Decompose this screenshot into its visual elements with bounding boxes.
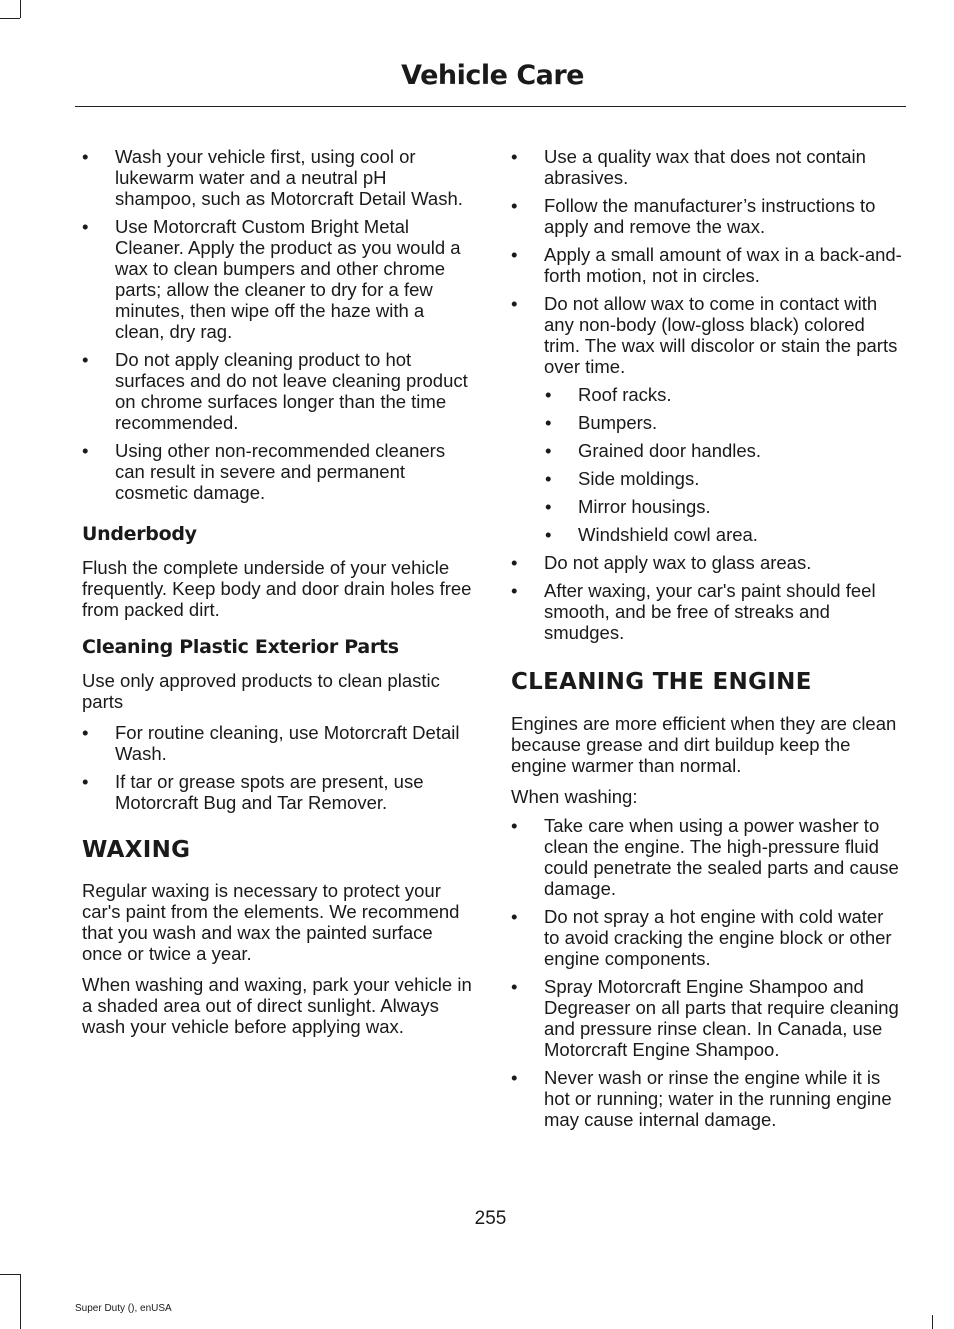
plastic-parts-bullet-list xyxy=(82,722,472,813)
footer-text: Super Duty (), enUSA xyxy=(75,1303,172,1314)
engine-heading: CLEANING THE ENGINE xyxy=(511,669,812,695)
list-item: • Use a quality wax that does not contain abrasives. xyxy=(511,146,866,188)
engine-intro: Engines are more efficient when they are clean because grease and dirt buildup keep the engine warmer than normal. xyxy=(511,713,897,776)
list-item: • Do not allow wax to come in contact with any non-body (low-gloss black) colored trim. The wax will discolor or stain the parts over time. • Roof racks. • Bumpers. • Grained door handles. • Side moldings. • Mirror housings. • Windshield cowl area. xyxy=(511,293,903,545)
bullet: • xyxy=(82,146,89,167)
bullet: • xyxy=(511,195,518,216)
crop-mark-bottom-left-horizontal xyxy=(0,1274,20,1275)
right-column xyxy=(511,146,903,1137)
list-item: • Spray Motorcraft Engine Shampoo and Degreaser on all parts that require cleaning and pressure rinse clean. In Canada, use Motorcraft Engine Shampoo. xyxy=(511,976,899,1060)
bullet: • xyxy=(82,440,89,461)
bullet: • xyxy=(511,293,518,314)
bullet: • xyxy=(511,552,518,573)
bullet: • xyxy=(511,1067,518,1088)
list-item: • If tar or grease spots are present, use Motorcraft Bug and Tar Remover. xyxy=(82,771,424,813)
list-item: • Side moldings. xyxy=(545,468,700,489)
list-item: • Do not spray a hot engine with cold water to avoid cracking the engine block or other engine components. xyxy=(511,906,892,969)
list-item: • Roof racks. xyxy=(545,384,672,405)
bullet: • xyxy=(511,146,518,167)
list-item: • Apply a small amount of wax in a back-and-forth motion, not in circles. xyxy=(511,244,902,286)
bullet: • xyxy=(511,906,518,927)
bullet: • xyxy=(82,349,89,370)
waxing-paragraph-2: When washing and waxing, park your vehicle in a shaded area out of direct sunlight. Always wash your vehicle before applying wax. xyxy=(82,974,472,1037)
list-item: • Do not apply cleaning product to hot surfaces and do not leave cleaning product on chrome surfaces longer than the time recommended. xyxy=(82,349,468,433)
list-item: • Never wash or rinse the engine while it is hot or running; water in the running engine may cause internal damage. xyxy=(511,1067,892,1130)
list-item: • Follow the manufacturer’s instructions to apply and remove the wax. xyxy=(511,195,876,237)
bullet: • xyxy=(545,384,552,405)
list-item: • Take care when using a power washer to clean the engine. The high-pressure fluid could penetrate the sealed parts and cause damage. xyxy=(511,815,899,899)
list-item: • Wash your vehicle first, using cool or lukewarm water and a neutral pH shampoo, such as Motorcraft Detail Wash. xyxy=(82,146,463,209)
bullet: • xyxy=(511,244,518,265)
engine-bullet-list xyxy=(511,815,903,1130)
plastic-parts-text: Use only approved products to clean plastic parts xyxy=(82,670,440,712)
list-item: • Grained door handles. xyxy=(545,440,762,461)
bullet: • xyxy=(511,580,518,601)
crop-mark-bottom-left-vertical xyxy=(20,1274,21,1329)
bullet: • xyxy=(545,468,552,489)
trim-sub-list xyxy=(511,384,903,545)
crop-mark-top-left-horizontal xyxy=(0,18,20,19)
bullet: • xyxy=(82,216,89,237)
list-item: • Using other non-recommended cleaners can result in severe and permanent cosmetic damage. xyxy=(82,440,446,503)
underbody-text: Flush the complete underside of your vehicle frequently. Keep body and door drain holes free from packed dirt. xyxy=(82,557,472,620)
engine-when-washing: When washing: xyxy=(511,786,638,807)
page-title: Vehicle Care xyxy=(401,60,584,91)
bullet: • xyxy=(511,815,518,836)
bullet: • xyxy=(82,722,89,743)
bullet: • xyxy=(545,524,552,545)
waxing-paragraph-1: Regular waxing is necessary to protect your car's paint from the elements. We recommend that you wash and wax the painted surface once or twice a year. xyxy=(82,880,460,964)
bullet: • xyxy=(545,412,552,433)
list-item: • Use Motorcraft Custom Bright Metal Cleaner. Apply the product as you would a wax to clean bumpers and other chrome parts; allow the cleaner to dry for a few minutes, then wipe off the haze with a clean, dry rag. xyxy=(82,216,461,342)
list-item: • After waxing, your car's paint should feel smooth, and be free of streaks and smudges. xyxy=(511,580,876,643)
list-item: • Bumpers. xyxy=(545,412,658,433)
list-item: • Mirror housings. xyxy=(545,496,711,517)
plastic-parts-heading: Cleaning Plastic Exterior Parts xyxy=(82,636,399,658)
crop-mark-bottom-right-vertical xyxy=(932,1315,933,1329)
wax-bullet-list xyxy=(511,146,903,643)
bullet: • xyxy=(545,440,552,461)
bullet: • xyxy=(82,771,89,792)
waxing-heading: WAXING xyxy=(82,837,191,863)
title-rule xyxy=(75,106,906,107)
page-number: 255 xyxy=(474,1208,507,1229)
left-column xyxy=(82,146,472,1047)
underbody-heading: Underbody xyxy=(82,523,197,545)
bullet: • xyxy=(511,976,518,997)
bullet: • xyxy=(545,496,552,517)
list-item: • For routine cleaning, use Motorcraft Detail Wash. xyxy=(82,722,460,764)
cleaning-bullet-list xyxy=(82,146,472,503)
crop-mark-top-left-vertical xyxy=(20,0,21,18)
list-item: • Do not apply wax to glass areas. xyxy=(511,552,812,573)
list-item: • Windshield cowl area. xyxy=(545,524,758,545)
